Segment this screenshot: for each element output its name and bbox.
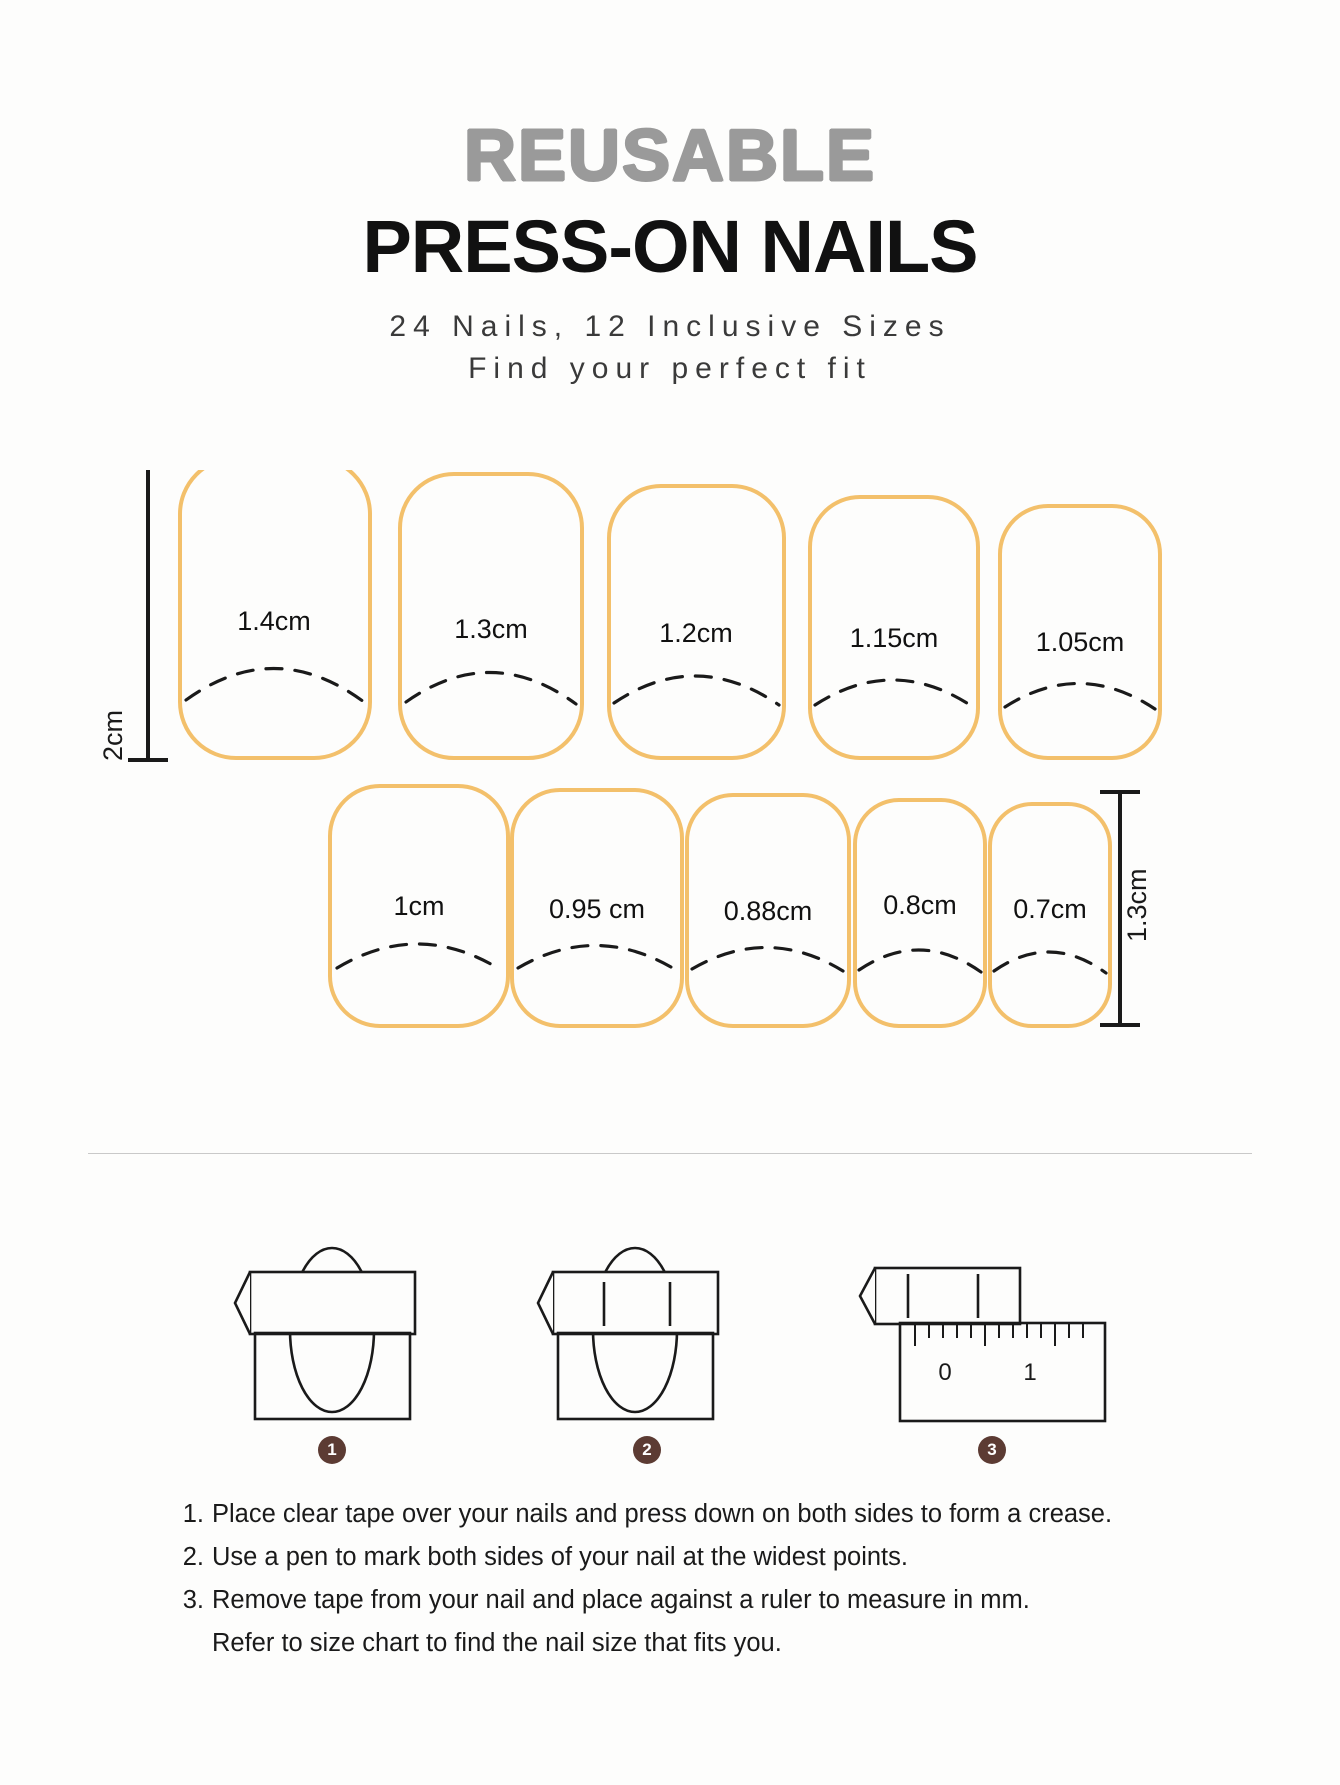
step-badge-2: 2 xyxy=(633,1436,661,1464)
size-label-9: 0.8cm xyxy=(883,890,957,920)
step-badge-3: 3 xyxy=(978,1436,1006,1464)
size-label-4: 1.15cm xyxy=(849,623,939,653)
step-1-illustration xyxy=(235,1248,415,1419)
step-2-illustration xyxy=(538,1248,718,1419)
size-label-6: 1cm xyxy=(393,891,445,921)
instruction-text: Remove tape from your nail and place against a ruler to measure in mm. xyxy=(212,1585,1030,1614)
step-3-illustration xyxy=(860,1268,1105,1421)
size-label-8: 0.88cm xyxy=(723,896,813,926)
instruction-item xyxy=(170,1582,1200,1619)
subtitle-secondary: Find your perfect fit xyxy=(468,352,872,385)
size-label-7: 0.95 cm xyxy=(548,894,646,924)
size-label-10: 0.7cm xyxy=(1013,894,1087,924)
instruction-text: Use a pen to mark both sides of your nail at the widest points. xyxy=(212,1542,908,1571)
section-divider xyxy=(88,1153,1252,1154)
size-label-1: 1.4cm xyxy=(237,606,311,636)
instruction-subtext: Refer to size chart to find the nail size that fits you. xyxy=(212,1628,782,1657)
page-title-outline: REUSABLE xyxy=(463,116,877,196)
instruction-number: 1. xyxy=(182,1500,204,1528)
instruction-item xyxy=(170,1539,1200,1576)
instruction-number: 2. xyxy=(182,1542,204,1571)
height-bracket-top-row xyxy=(128,470,168,760)
height-label-bottom-row: 1.3cm xyxy=(1122,868,1152,942)
nail-size-chart xyxy=(0,470,1340,1070)
ruler-label-0: 0 xyxy=(938,1359,952,1386)
page-title: PRESS-ON NAILS xyxy=(362,205,978,288)
subtitle-primary: 24 Nails, 12 Inclusive Sizes xyxy=(389,310,951,343)
instruction-text: Place clear tape over your nails and press down on both sides to form a crease. xyxy=(212,1500,1113,1528)
size-label-3: 1.2cm xyxy=(659,618,733,648)
size-label-5: 1.05cm xyxy=(1035,627,1125,657)
header xyxy=(0,116,1340,386)
height-label-top-row: 2cm xyxy=(98,709,129,762)
ruler-ticks xyxy=(915,1323,1083,1346)
step-badges xyxy=(0,1436,1340,1476)
instructions-list xyxy=(170,1496,1200,1662)
step-badge-1: 1 xyxy=(318,1436,346,1464)
size-label-2: 1.3cm xyxy=(454,614,528,644)
instruction-number: 3. xyxy=(182,1585,204,1614)
instruction-item xyxy=(170,1496,1200,1533)
ruler-label-1: 1 xyxy=(1023,1359,1037,1386)
